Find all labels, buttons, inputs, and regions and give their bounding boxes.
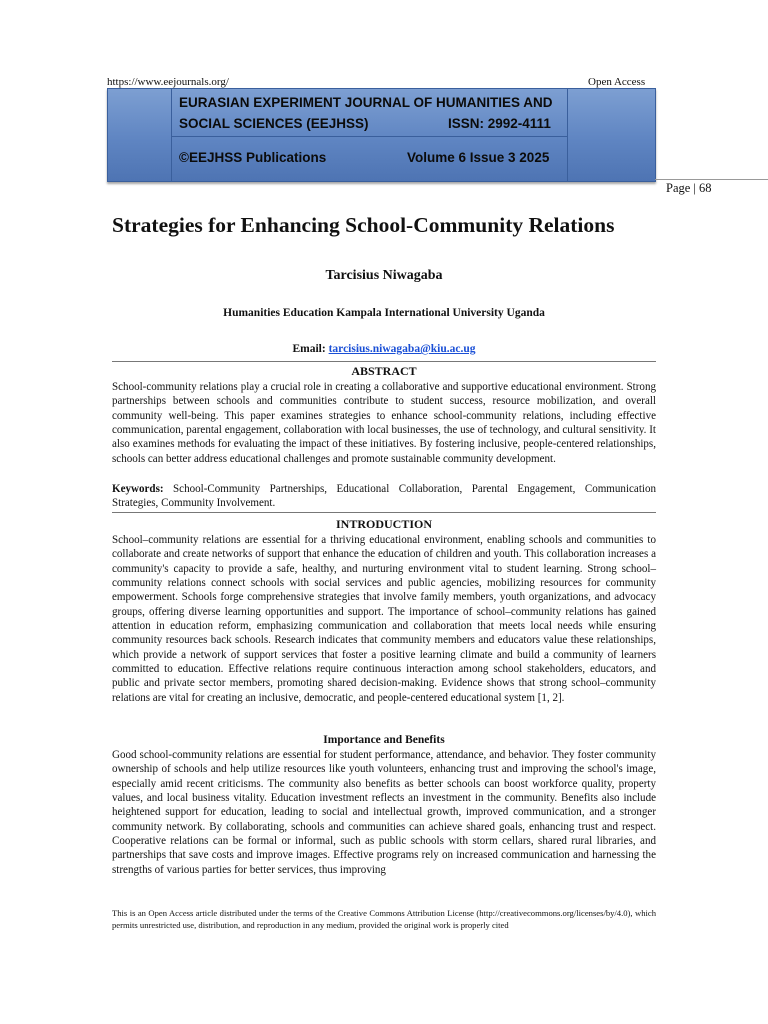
article-author: Tarcisius Niwagaba xyxy=(325,268,443,283)
introduction-text: School–community relations are essential for a thriving educational environment, enabling schools and communities to collaborate and create networks of support that enhance the education of children and youth. This collaboration increases a community's capacity to provide a safe, healthy, and nurturing environment vital to student learning. Strong school–community relations connect schools with social services and public agencies, mobilizing resources for community empowerment. Schools forge comprehensive strategies that involve family members, youth organizations, and advocacy groups, offering diverse learning opportunities and support. The importance of school–community relations has gained attention in education reform, emphasizing communication and collaboration that meets local needs while ensuring community resources back schools. Research indicates that community members and educators value these relationships, which provide a network of support services that foster a positive learning climate and build a community of learners committed to education. Effective relations require continuous interaction among school stakeholders, educators, and public and private sector members, promoting shared decision-making. Evidence shows that strong school–community relations are vital for creating an inclusive, democratic, and people-centered educational system [1, 2]. xyxy=(112,534,656,704)
journal-banner xyxy=(107,88,656,182)
journal-name-line2: SOCIAL SCIENCES (EEJHSS) xyxy=(179,116,369,131)
journal-issn: ISSN: 2992-4111 xyxy=(448,116,551,131)
keywords xyxy=(112,482,656,511)
abstract-heading: ABSTRACT xyxy=(351,364,417,378)
abstract-bottom-rule xyxy=(112,512,656,513)
importance-heading: Importance and Benefits xyxy=(323,734,445,746)
journal-url: https://www.eejournals.org/ xyxy=(107,76,229,88)
license-footnote: This is an Open Access article distributed under the terms of the Creative Commons Attribution License (http://creativecommons.org/licenses/by/4.0), which permits unrestricted use, distribution, and reproduction in any medium, provided the original work is properly cited xyxy=(112,908,656,930)
introduction-heading: INTRODUCTION xyxy=(335,517,432,531)
page-number-rule xyxy=(655,179,768,180)
banner-right-strip xyxy=(567,89,655,181)
journal-volume: Volume 6 Issue 3 2025 xyxy=(407,150,550,165)
banner-left-strip xyxy=(108,89,172,181)
article-title: Strategies for Enhancing School-Community Relations xyxy=(112,213,615,237)
page-number: Page | 68 xyxy=(666,181,712,195)
importance-text: Good school-community relations are essential for student performance, attendance, and behavior. They foster community ownership of schools and help utilize resources like youth volunteers, enhancing trust and improving the school's image, especially amid recent criticisms. The community also benefits as better schools can boost workforce quality, property values, and local business vitality. Education investment reflects an investment in the community. Benefits also include heightened support for education, leading to social and intellectual growth, improved communication, and a stronger community network. By collaborating, schools and communities can achieve shared goals, enhancing trust and respect. Cooperative relations can be formal or informal, such as public schools with storm cellars, shared rural libraries, and partnerships that save costs and improve images. Effective programs rely on increased communication and harnessing the strengths of various parties for better services, thus improving xyxy=(112,749,656,876)
keywords-label: Keywords: xyxy=(112,483,164,495)
keywords-list: School-Community Partnerships, Educational Collaboration, Parental Engagement, Communication Strategies, Community Involvement. xyxy=(112,483,657,510)
abstract-top-rule xyxy=(112,361,656,362)
banner-divider xyxy=(172,136,567,137)
open-access-label: Open Access xyxy=(588,76,646,88)
abstract-text: School-community relations play a crucial role in creating a collaborative and supportive educational environment. Strong partnerships between schools and communities contribute to student success, resource mobilization, and overall community well-being. This paper examines strategies to enhance school-community relations, including effective communication, parental engagement, collaboration with local businesses, the use of technology, and cultural sensitivity. It also examines methods for evaluating the impact of these initiatives. By fostering inclusive, people-centered relationships, schools can better address educational challenges and promote sustainable community development. xyxy=(112,381,656,465)
journal-name-line1: EURASIAN EXPERIMENT JOURNAL OF HUMANITIES AND xyxy=(179,95,553,110)
author-affiliation: Humanities Education Kampala International University Uganda xyxy=(223,307,545,319)
journal-publisher: ©EEJHSS Publications xyxy=(179,150,327,165)
email-link[interactable]: tarcisius.niwagaba@kiu.ac.ug xyxy=(328,343,476,355)
author-email-line xyxy=(112,343,656,355)
email-label: Email: xyxy=(292,343,326,355)
